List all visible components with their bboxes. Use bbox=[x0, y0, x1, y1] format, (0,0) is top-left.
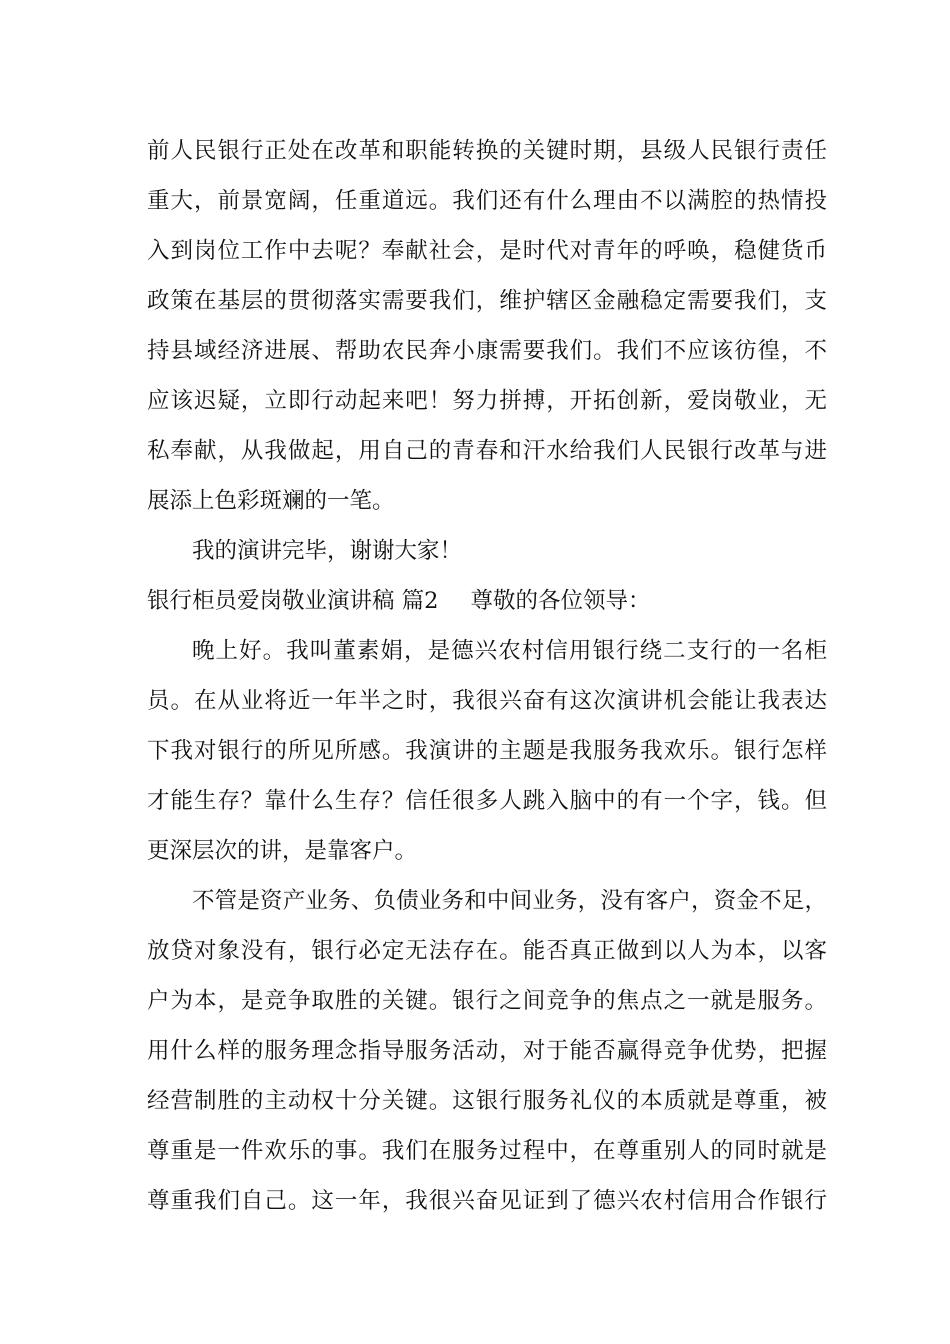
text-line: 才能生存？靠什么生存？信任很多人跳入脑中的有一个字，钱。但 bbox=[147, 788, 827, 814]
text-line: 持县域经济进展、帮助农民奔小康需要我们。我们不应该彷徨，不 bbox=[147, 338, 827, 364]
text-line: 下我对银行的所见所感。我演讲的主题是我服务我欢乐。银行怎样 bbox=[147, 738, 827, 764]
text-line: 更深层次的讲，是靠客户。 bbox=[147, 838, 418, 864]
salutation: 尊敬的各位领导： bbox=[470, 588, 651, 614]
text-line: 重大，前景宽阔，任重道远。我们还有什么理由不以满腔的热情投 bbox=[147, 188, 827, 214]
text-line: 私奉献，从我做起，用自己的青春和汗水给我们人民银行改革与进 bbox=[147, 438, 827, 464]
text-line: 尊重是一件欢乐的事。我们在服务过程中，在尊重别人的同时就是 bbox=[147, 1138, 827, 1164]
text-line: 经营制胜的主动权十分关键。这银行服务礼仪的本质就是尊重，被 bbox=[147, 1088, 827, 1114]
text-line: 不管是资产业务、负债业务和中间业务，没有客户，资金不足， bbox=[192, 888, 827, 914]
section-title: 银行柜员爱岗敬业演讲稿 篇2 bbox=[147, 588, 439, 614]
text-line: 入到岗位工作中去呢？奉献社会，是时代对青年的呼唤，稳健货币 bbox=[147, 238, 827, 264]
text-line: 政策在基层的贯彻落实需要我们，维护辖区金融稳定需要我们，支 bbox=[147, 288, 827, 314]
text-line: 晚上好。我叫董素娟，是德兴农村信用银行绕二支行的一名柜 bbox=[192, 638, 827, 664]
text-line: 展添上色彩斑斓的一笔。 bbox=[147, 488, 395, 514]
text-line: 员。在从业将近一年半之时，我很兴奋有这次演讲机会能让我表达 bbox=[147, 688, 827, 714]
text-line: 用什么样的服务理念指导服务活动，对于能否赢得竞争优势，把握 bbox=[147, 1038, 827, 1064]
text-line: 尊重我们自己。这一年，我很兴奋见证到了德兴农村信用合作银行 bbox=[147, 1188, 827, 1214]
text-line: 户为本，是竞争取胜的关键。银行之间竞争的焦点之一就是服务。 bbox=[147, 988, 827, 1014]
text-line: 应该迟疑，立即行动起来吧！努力拼搏，开拓创新，爱岗敬业，无 bbox=[147, 388, 827, 414]
closing-line: 我的演讲完毕，谢谢大家！ bbox=[192, 538, 463, 564]
text-line: 放贷对象没有，银行必定无法存在。能否真正做到以人为本，以客 bbox=[147, 938, 827, 964]
section-heading bbox=[147, 576, 650, 626]
text-line: 前人民银行正处在改革和职能转换的关键时期，县级人民银行责任 bbox=[147, 138, 827, 164]
